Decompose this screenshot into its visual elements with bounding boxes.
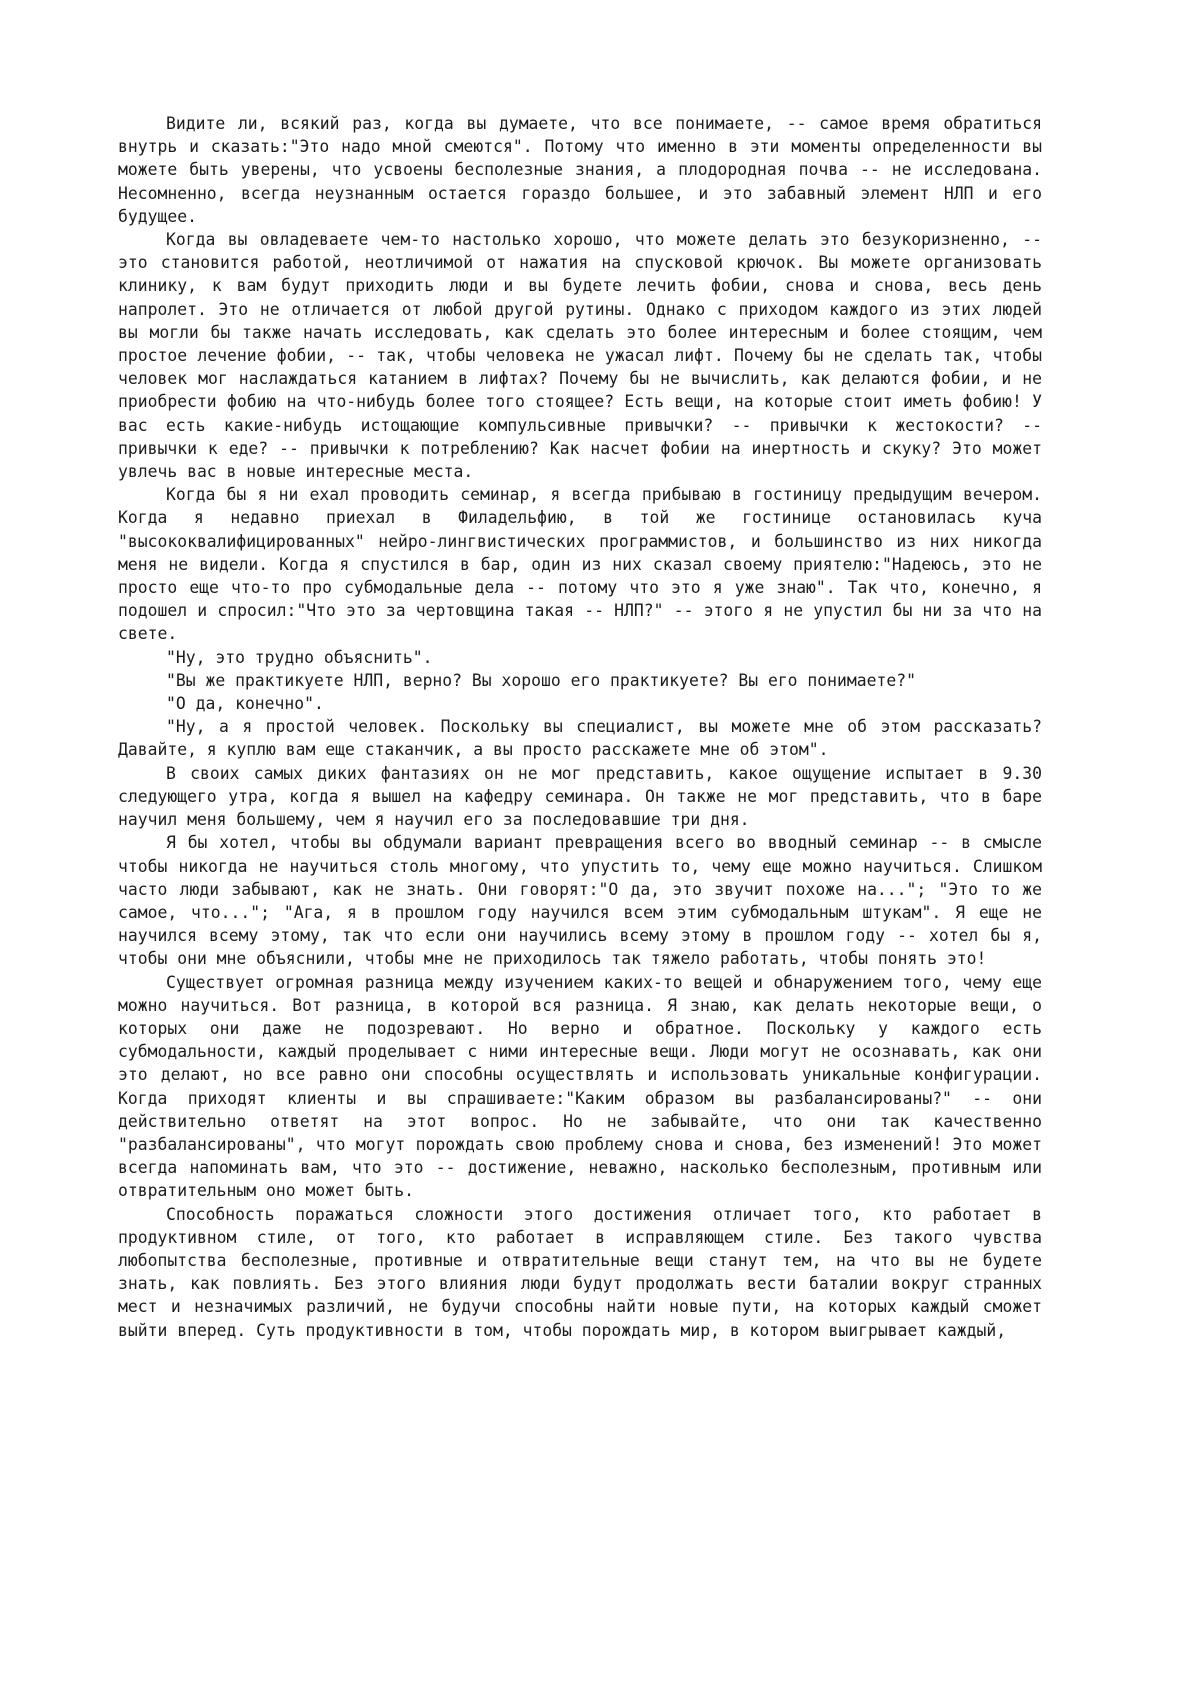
dialogue-line-4: "Ну, а я простой человек. Поскольку вы специалист, вы можете мне об этом рассказать? Давайте, я куплю вам еще стаканчик, а вы просто расскажете мне об этом". <box>118 717 1042 760</box>
dialogue-line-1: "Ну, это трудно объяснить". <box>166 647 433 667</box>
document-page <box>118 112 1042 1342</box>
dialogue-line-2: "Вы же практикуете НЛП, верно? Вы хорошо его практикуете? Вы его понимаете?" <box>166 670 916 690</box>
paragraph-10: Существует огромная разница между изучением каких-то вещей и обнаружением того, чему еще можно научиться. Вот разница, в которой вся разница. Я знаю, как делать некоторые вещи, о которых они даже не подозревают. Но верно и обратное. Поскольку у каждого есть субмодальности, каждый проделывает с ними интересные вещи. Люди могут не осознавать, как они это делают, но все равно они способны осуществлять и использовать уникальные конфигурации. Когда приходят клиенты и вы спрашиваете:"Каким образом вы разбалансированы?" -- они действительно ответят на этот вопрос. Но не забывайте, что они так качественно "разбалансированы", что могут порождать свою проблему снова и снова, без изменений! Это может всегда напоминать вам, что это -- достижение, неважно, насколько бесполезным, противным или отвратительным оно может быть. <box>118 972 1042 1201</box>
paragraph-2: Когда вы овладеваете чем-то настолько хорошо, что можете делать это безукоризненно, -- это становится работой, неотличимой от нажатия на спусковой крючок. Вы можете организовать клинику, к вам будут приходить люди и вы будете лечить фобии, снова и снова, весь день напролет. Это не отличается от любой другой рутины. Однако с приходом каждого из этих людей вы могли бы также начать исследовать, как сделать это более интересным и более стоящим, чем простое лечение фобии, -- так, чтобы человека не ужасал лифт. Почему бы не сделать так, чтобы человек мог наслаждаться катанием в лифтах? Почему бы не вычислить, как делаются фобии, и не приобрести фобию на что-нибудь более того стоящее? Есть вещи, на которые стоит иметь фобию! У вас есть какие-нибудь истощающие компульсивные привычки? -- привычки к жестокости? -- привычки к еде? -- привычки к потреблению? Как насчет фобии на инертность и скуку? Это может увлечь вас в новые интересные места. <box>118 230 1042 482</box>
paragraph-8: В своих самых диких фантазиях он не мог представить, какое ощущение испытает в 9.30 следующего утра, когда я вышел на кафедру семинара. Он также не мог представить, что в баре научил меня большему, чем я научил его за последовавшие три дня. <box>118 763 1042 830</box>
paragraph-9: Я бы хотел, чтобы вы обдумали вариант превращения всего во вводный семинар -- в смысле чтобы никогда не научиться столь многому, что упустить то, чему еще можно научиться. Слишком часто люди забывают, как не знать. Они говорят:"О да, это звучит похоже на..."; "Это то же самое, что..."; "Ага, я в прошлом году научился всем этим субмодальным штукам". Я еще не научился всему этому, так что если они научились всему этому в прошлом году -- хотел бы я, чтобы они мне объяснили, чтобы мне не приходилось так тяжело работать, чтобы понять это! <box>118 833 1042 969</box>
paragraph-11: Способность поражаться сложности этого достижения отличает того, кто работает в продуктивном стиле, от того, кто работает в исправляющем стиле. Без такого чувства любопытства бесполезные, противные и отвратительные вещи станут тем, на что вы не будете знать, как повлиять. Без этого влияния люди будут продолжать вести баталии вокруг странных мест и незначимых различий, не будучи способны найти новые пути, на которых каждый сможет выйти вперед. Суть продуктивности в том, чтобы порождать мир, в котором выигрывает каждый, <box>118 1204 1042 1340</box>
dialogue-line-3: "О да, конечно". <box>166 694 324 714</box>
paragraph-3: Когда бы я ни ехал проводить семинар, я всегда прибываю в гостиницу предыдущим вечером. Когда я недавно приехал в Филадельфию, в той же гостинице остановилась куча "высококвалифицированных" нейро-лингвистических программистов, и большинство из них никогда меня не видели. Когда я спустился в бар, один из них сказал своему приятелю:"Надеюсь, это не просто еще что-то про субмодальные дела -- потому что это я уже знаю". Так что, конечно, я подошел и спросил:"Что это за чертовщина такая -- НЛП?" -- этого я не упустил бы ни за что на свете. <box>118 485 1042 644</box>
paragraph-1: Видите ли, всякий раз, когда вы думаете, что все понимаете, -- самое время обратиться внутрь и сказать:"Это надо мной смеются". Потому что именно в эти моменты определенности вы можете быть уверены, что усвоены бесполезные знания, а плодородная почва -- не исследована. Несомненно, всегда неузнанным остается гораздо большее, и это забавный элемент НЛП и его будущее. <box>118 114 1042 226</box>
